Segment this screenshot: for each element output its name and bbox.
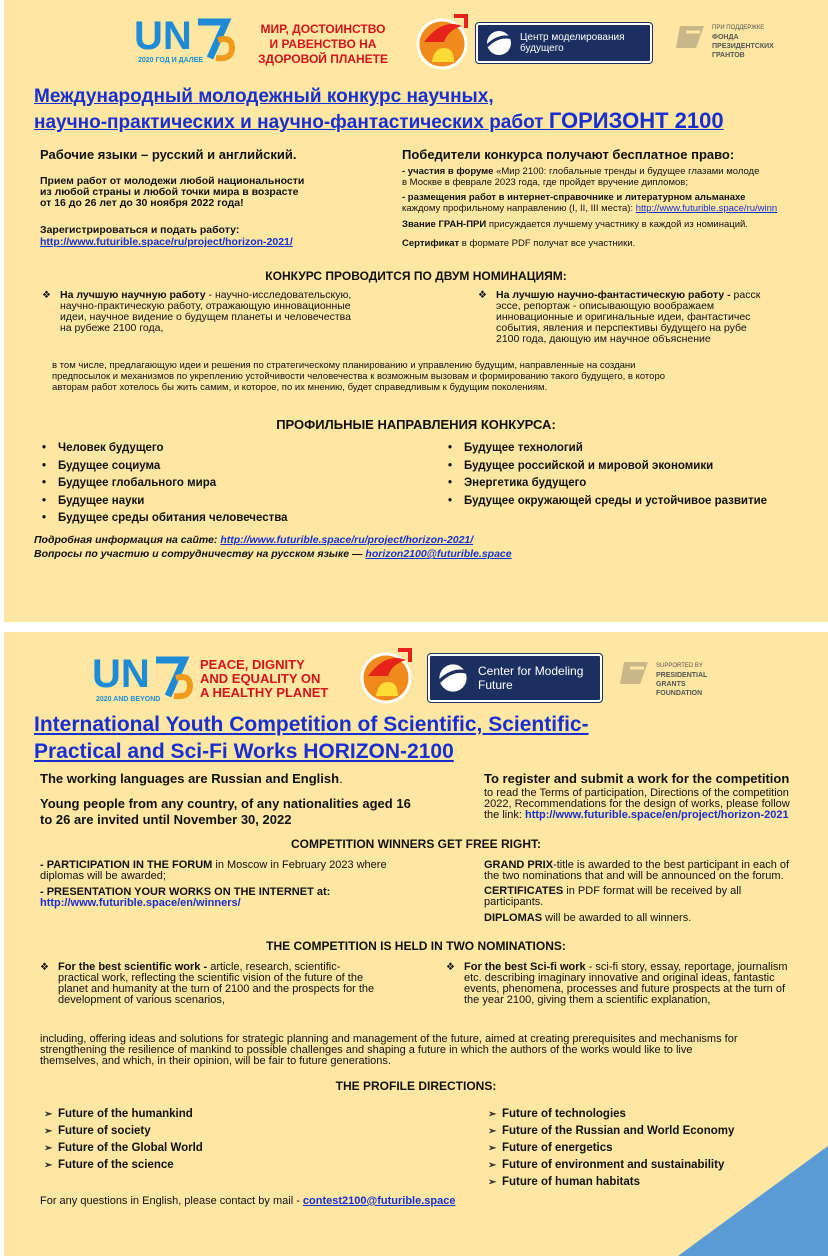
nomination-science-line: development of various scenarios,: [58, 994, 225, 1006]
grants-line: SUPPORTED BY: [656, 663, 703, 669]
win-diplomas: [484, 913, 789, 924]
nomination-science-title: For the best scientific work -: [58, 961, 208, 973]
nomination-scifi-line: 2100 года, дающую им научное объяснение: [496, 333, 711, 345]
profile-item: • Энергетика будущего: [464, 475, 767, 493]
register-text: [484, 788, 790, 821]
win-certificate: [402, 238, 777, 249]
invitation-line: to 26 are invited until November 30, 2022: [40, 812, 292, 827]
win-grand-prix: [402, 219, 777, 230]
english-flyer-page: [4, 632, 828, 1256]
cmf-logo-line: будущего: [520, 43, 564, 54]
blue-corner-decoration: [678, 1146, 828, 1256]
diamond-bullet-icon: ❖: [478, 290, 487, 301]
nomination-scifi-text: - sci-fi story, essay, reportage, journalism: [585, 961, 788, 973]
page-title-line1: Международный молодежный конкурс научных,: [34, 86, 494, 107]
nomination-science-line: practical work, reflecting the scientific vision of the future of the: [58, 972, 364, 984]
admission-text: [40, 176, 304, 209]
invitation-line: Young people from any country, of any nationalities aged 16: [40, 796, 411, 811]
globe-icon: [436, 661, 470, 695]
nomination-scifi: [446, 961, 788, 1006]
nomination-scifi-text: расск: [730, 289, 761, 301]
profile-item: ➢ Future of the Global World: [58, 1140, 203, 1157]
register-link[interactable]: http://www.futurible.space/ru/project/horizon-2021/: [40, 236, 293, 248]
info-label: Подробная информация на сайте:: [34, 534, 221, 546]
win-diplomas-text: will be awarded to all winners.: [542, 912, 692, 924]
profile-item: • Будущее окружающей среды и устойчивое развитие: [464, 493, 767, 511]
slogan-line: И РАВЕНСТВО НА: [269, 37, 377, 51]
win-forum-text: «Мир 2100: глобальные тренды и будущее глазами молоде: [496, 166, 760, 177]
register-link-line: [484, 810, 790, 821]
win-forum-line2: в Москве в феврале 2023 года, где пройдет вручение дипломов;: [402, 177, 688, 188]
center-for-modeling-logo: [476, 23, 652, 63]
common-line: в том числе, предлагающую идеи и решения по стратегическому планированию и управлению будущим, направленные на создани: [52, 360, 636, 371]
nomination-scifi-line: events, phenomena, processes and future prospects at the turn of: [464, 983, 786, 995]
nomination-scifi-line: инновационные и оригинальные идеи, фантастичес: [496, 311, 751, 323]
questions-email-link[interactable]: horizon2100@futurible.space: [365, 548, 512, 560]
winners-rights: [402, 166, 777, 249]
profile-list-left: [58, 440, 288, 528]
win-diplomas-bold: DIPLOMAS: [484, 912, 543, 924]
page-title-line1: International Youth Competition of Scientific, Scientific-: [34, 713, 589, 736]
win-publish: [402, 192, 777, 203]
grants-line: GRANTS: [656, 681, 686, 688]
win-certificates-bold: CERTIFICATES: [484, 885, 564, 897]
profile-item: • Будущее технологий: [464, 440, 767, 458]
questions-line: [34, 548, 512, 560]
center-for-modeling-logo: [428, 654, 602, 702]
nomination-science-line: на рубеже 2100 года,: [60, 322, 164, 334]
nominations-common-text: [40, 1034, 738, 1067]
win-certificate-bold: Сертификат: [402, 238, 460, 249]
slogan-line: МИР, ДОСТОИНСТВО: [260, 22, 386, 36]
nomination-science-line: идеи, научное видение о будущем планеты и человечества: [60, 311, 351, 323]
grants-line: PRESIDENTIAL: [656, 672, 708, 679]
forum-emblem-icon: [414, 12, 470, 70]
win-grand-prix-text: -title is awarded to the best participant in each of: [553, 859, 790, 871]
cmf-logo-line: Центр моделирования: [520, 32, 625, 43]
win-forum-bold: - PARTICIPATION IN THE FORUM: [40, 859, 213, 871]
nomination-science: [40, 961, 375, 1006]
working-languages-text: The working languages are Russian and English: [40, 771, 340, 786]
register-label: Зарегистрироваться и подать работу:: [40, 224, 240, 236]
win-publish-line2: [402, 203, 777, 214]
register-link-label: the link:: [484, 809, 525, 821]
profile-item: ➢ Future of the Russian and World Economy: [502, 1123, 734, 1140]
profile-item: ➢ Future of society: [58, 1123, 203, 1140]
win-grand-prix-bold: GRAND PRIX: [484, 859, 554, 871]
win-certificate-text: в формате PDF получат все участники.: [459, 238, 636, 249]
diamond-bullet-icon: ❖: [42, 290, 51, 301]
russian-flyer-page: [4, 0, 828, 622]
nominations-common-text: [52, 360, 665, 393]
slogan: [200, 658, 328, 700]
info-link[interactable]: http://www.futurible.space/ru/project/horizon-2021/: [220, 534, 474, 546]
winners-link[interactable]: http://www.futurible.space/en/winners/: [40, 897, 241, 909]
win-certificates-line2: participants.: [484, 896, 544, 908]
grants-foundation-text: [712, 24, 774, 60]
profile-heading: THE PROFILE DIRECTIONS:: [335, 1079, 497, 1093]
contact-email-link[interactable]: contest2100@futurible.space: [302, 1195, 456, 1207]
nomination-science: [42, 289, 352, 334]
cmf-logo-line: Center for Modeling: [478, 664, 584, 678]
win-grand-prix-text: присуждается лучшему участнику в каждой из номинаций.: [486, 219, 748, 230]
profile-list-left: [58, 1106, 203, 1174]
page-title-line2: [34, 110, 724, 134]
win-forum-line2: diplomas will be awarded;: [40, 870, 166, 882]
forum-emblem-icon: [358, 646, 414, 704]
invitation-text: [40, 796, 411, 828]
profile-item: ➢ Future of technologies: [502, 1106, 734, 1123]
profile-item: • Будущее социума: [58, 458, 288, 476]
grants-foundation-icon: [620, 660, 650, 686]
profile-heading: ПРОФИЛЬНЫЕ НАПРАВЛЕНИЯ КОНКУРСА:: [276, 417, 556, 432]
nomination-science-line: planet and humanity at the turn of 2100 and the prospects for the: [58, 983, 375, 995]
win-publish-bold: - размещения работ в интернет-справочнике и литературном альманахе: [402, 192, 746, 203]
un75-logo-subtitle: 2020 AND BEYOND: [96, 696, 161, 703]
profile-item: • Будущее науки: [58, 493, 288, 511]
profile-item: • Будущее глобального мира: [58, 475, 288, 493]
admission-line: из любой страны и любой точки мира в возрасте: [40, 186, 299, 198]
nomination-scifi-title: На лучшую научно-фантастическую работу -: [496, 289, 731, 301]
slogan-line: PEACE, DIGNITY: [200, 657, 305, 672]
winners-right: [484, 860, 789, 924]
nomination-scifi-line: etc. describing imaginary innovative and original ideas, fantastic: [464, 972, 775, 984]
admission-line: Прием работ от молодежи любой национальности: [40, 175, 305, 187]
win-publish-text: каждому профильному направлению (I, II, III места):: [402, 203, 636, 214]
un75-logo-text: UN: [92, 652, 150, 696]
win-grand-prix-line2: the two nominations that and will be announced on the forum.: [484, 870, 784, 882]
slogan-line: A HEALTHY PLANET: [200, 685, 329, 700]
win-forum-bold: - участия в форуме: [402, 166, 497, 177]
winners-heading: COMPETITION WINNERS GET FREE RIGHT:: [290, 837, 541, 851]
title-horizon: ГОРИЗОНТ 2100: [548, 108, 724, 133]
diamond-bullet-icon: ❖: [446, 962, 455, 973]
grants-line: FOUNDATION: [656, 690, 703, 697]
common-line: strengthening the resilience of mankind to possible challenges and shaping a future in which the authors of the works would like to live: [40, 1044, 693, 1056]
un75-seventy-five-icon: [154, 656, 194, 700]
profile-item: • Будущее среды обитания человечества: [58, 510, 288, 528]
nomination-scifi-title: For the best Sci-fi work: [464, 961, 586, 973]
common-line: themselves, and which, in their opinion, will be fair to future generations.: [40, 1055, 391, 1067]
winners-left: [40, 860, 387, 909]
register-heading: To register and submit a work for the competition: [484, 771, 790, 786]
un75-logo: [92, 654, 196, 706]
nominations-heading: THE COMPETITION IS HELD IN TWO NOMINATIONS:: [266, 939, 566, 953]
nominations-heading: КОНКУРС ПРОВОДИТСЯ ПО ДВУМ НОМИНАЦИЯМ:: [265, 269, 567, 283]
contact-line: [40, 1196, 455, 1207]
register-link[interactable]: http://www.futurible.space/en/project/horizon-2021: [524, 809, 789, 821]
un75-logo: [134, 16, 234, 68]
contact-label: For any questions in English, please contact by mail -: [40, 1195, 303, 1207]
grants-line: ФОНДА: [712, 34, 739, 41]
nomination-science-line: научно-практическую работу, отражающую инновационные: [60, 300, 351, 312]
winners-link[interactable]: http://www.futurible.space/ru/winn: [635, 203, 778, 214]
working-languages: [40, 772, 343, 786]
un75-seventy-five-icon: [196, 18, 236, 62]
profile-item: ➢ Future of the science: [58, 1157, 203, 1174]
grants-line: ПРИ ПОДДЕРЖКЕ: [712, 25, 765, 31]
grants-foundation-text: [656, 662, 707, 698]
working-languages: Рабочие языки – русский и английский.: [40, 147, 297, 162]
profile-item: • Будущее российской и мировой экономики: [464, 458, 767, 476]
register-line: 2022, Recommendations for the design of works, please follow: [484, 798, 790, 810]
diamond-bullet-icon: ❖: [40, 962, 49, 973]
win-grand-prix-bold: Звание ГРАН-ПРИ: [402, 219, 487, 230]
page-title-line2: Practical and Sci-Fi Works HORIZON-2100: [34, 740, 454, 763]
nomination-scifi-line: события, явления и перспективы будущего на рубе: [496, 322, 747, 334]
common-line: авторам работ хотелось бы жить самим, и которое, по их мнению, будет справедливым к будущим поколениям.: [52, 382, 548, 393]
questions-label: Вопросы по участию и сотрудничеству на русском языке —: [34, 548, 366, 560]
common-line: предпосылок и механизмов по укреплению устойчивости человечества к возможным вызовам и формированию такого будущего, в которо: [52, 371, 666, 382]
admission-line: от 16 до 26 лет до 30 ноября 2022 года!: [40, 197, 244, 209]
nomination-science-text: article, research, scientific-: [207, 961, 341, 973]
profile-item: ➢ Future of human habitats: [502, 1174, 734, 1191]
win-certificates-text: in PDF format will be received by all: [563, 885, 742, 897]
slogan-line: ЗДОРОВОЙ ПЛАНЕТЕ: [258, 52, 388, 66]
register-line: to read the Terms of participation, Directions of the competition: [484, 787, 789, 799]
grants-line: ГРАНТОВ: [712, 52, 745, 59]
nomination-scifi-line: the year 2100, giving them a scientific explanation,: [464, 994, 711, 1006]
nomination-science-text: - научно-исследовательскую,: [205, 289, 352, 301]
nomination-science-title: На лучшую научную работу: [60, 289, 206, 301]
globe-icon: [484, 28, 514, 58]
profile-item: ➢ Future of the humankind: [58, 1106, 203, 1123]
title-part: научно-практических и научно-фантастических работ: [34, 112, 549, 133]
cmf-logo-line: Future: [478, 678, 513, 692]
working-languages-dot: .: [339, 771, 343, 786]
un75-logo-subtitle: 2020 ГОД И ДАЛЕЕ: [138, 57, 204, 64]
win-present-link-line: [40, 898, 387, 909]
profile-item: ➢ Future of energetics: [502, 1140, 734, 1157]
nomination-scifi-line: эссе, репортаж - описывающую воображаем: [496, 300, 715, 312]
profile-item: ➢ Future of environment and sustainability: [502, 1157, 734, 1174]
win-forum-text: in Moscow in February 2023 where: [212, 859, 387, 871]
grants-line: ПРЕЗИДЕНТСКИХ: [712, 43, 774, 50]
slogan-line: AND EQUALITY ON: [200, 671, 321, 686]
slogan: [252, 22, 394, 67]
common-line: including, offering ideas and solutions for strategic planning and management of the future, aimed at creating prerequisites and mechanisms for: [40, 1033, 738, 1045]
winners-heading: Победители конкурса получают бесплатное право:: [402, 147, 735, 162]
nomination-scifi: [478, 289, 761, 345]
info-line: [34, 534, 473, 546]
un75-logo-text: UN: [134, 14, 192, 58]
profile-list-right: [464, 440, 767, 510]
win-forum: [402, 166, 777, 177]
win-present-bold: - PRESENTATION YOUR WORKS ON THE INTERNET at:: [40, 886, 331, 898]
profile-item: • Человек будущего: [58, 440, 288, 458]
grants-foundation-icon: [676, 24, 706, 50]
